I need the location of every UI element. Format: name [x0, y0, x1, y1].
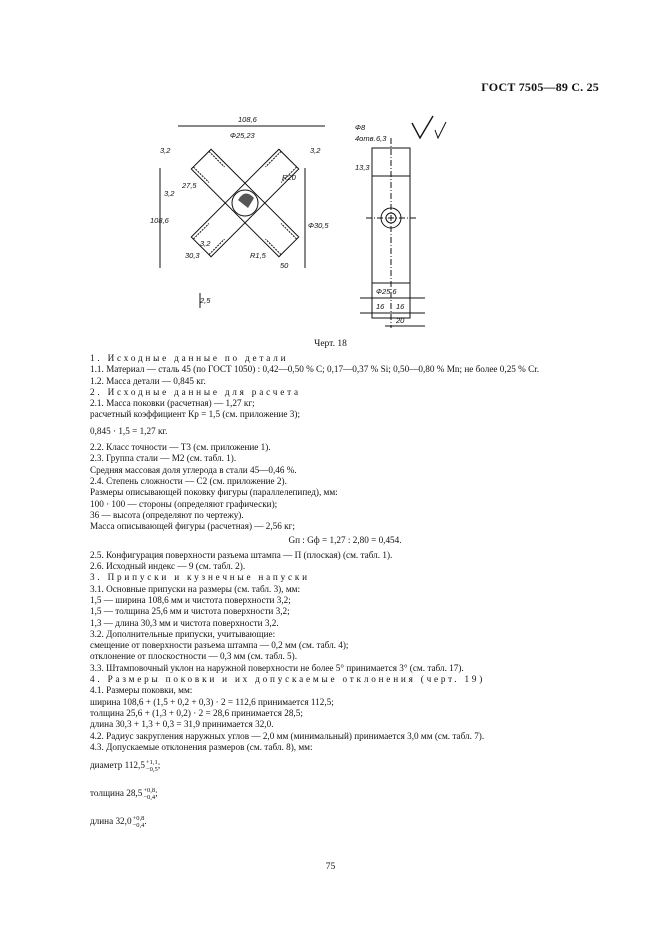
paragraph: Размеры описывающей поковку фигуры (параллелепипед), мм:	[90, 487, 338, 498]
paragraph: 1,5 — толщина 25,6 мм и чистота поверхности 3,2;	[90, 606, 290, 617]
dim-108-side: 108,6	[150, 216, 169, 225]
dim-27-5: 27,5	[182, 181, 197, 190]
paragraph: 2.4. Степень сложности — С2 (см. приложение 2).	[90, 475, 287, 486]
paragraph: 1.1. Материал — сталь 45 (по ГОСТ 1050) : 0,42—0,50 % С; 0,17—0,37 % Si; 0,50—0,80 % Mn; не более 0,25 % Cr.	[90, 364, 540, 375]
paragraph: 1,5 — ширина 108,6 мм и чистота поверхности 3,2;	[90, 594, 291, 605]
paragraph: 2.1. Масса поковки (расчетная) — 1,27 кг;	[90, 398, 255, 409]
paragraph: 3.2. Дополнительные припуски, учитывающие:	[90, 628, 276, 639]
paragraph: ширина 108,6 + (1,5 + 0,2 + 0,3) · 2 = 112,6 принимается 112,5;	[90, 696, 334, 707]
dim-13-3: 13,3	[355, 163, 370, 172]
paragraph: смещение от поверхности разъема штампа — 0,2 мм (см. табл. 4);	[90, 640, 349, 651]
dim-50: 50	[280, 261, 289, 270]
dim-3-2-c: 3,2	[164, 189, 175, 198]
dim-phi25-6: Ф25,6	[376, 287, 397, 296]
dim-phi25: Ф25,23	[230, 131, 255, 140]
paragraph: 36 — высота (определяют по чертежу).	[90, 509, 244, 520]
section-heading: 3. Припуски и кузнечные напуски	[90, 572, 310, 583]
dim-phi8: Ф8	[355, 123, 366, 132]
dim-6-3: 6,3	[376, 134, 387, 143]
dim-3-2-a: 3,2	[160, 146, 171, 155]
dim-16-b: 16	[396, 302, 405, 311]
dim-16-a: 16	[376, 302, 385, 311]
paragraph: 2.6. Исходный индекс — 9 (см. табл. 2).	[90, 561, 246, 572]
paragraph: 4.3. Допускаемые отклонения размеров (см. табл. 8), мм:	[90, 741, 313, 752]
page-number: 75	[325, 862, 336, 872]
section-heading: 1. Исходные данные по детали	[90, 353, 289, 363]
paragraph: 4.2. Радиус закругления наружных углов — 2,0 мм (минимальный) принимается 3,0 мм (см. табл. 7).	[90, 730, 485, 741]
paragraph: 1.2. Масса детали — 0,845 кг.	[90, 375, 206, 386]
paragraph: 2.2. Класс точности — Т3 (см. приложение 1).	[90, 442, 271, 453]
dim-3-2-b: 3,2	[310, 146, 321, 155]
paragraph: 100 · 100 — стороны (определяют графически);	[90, 498, 278, 509]
section-heading: 4. Размеры поковки и их допускаемые отклонения (черт. 19)	[90, 674, 486, 685]
dim-4holes: 4отв.	[355, 134, 376, 143]
paragraph: 0,845 · 1,5 = 1,27 кг.	[90, 425, 168, 436]
document-body	[90, 353, 600, 843]
tolerance-diameter: диаметр 112,5 +1,1 −0,5 ;	[90, 759, 161, 774]
formula: Gп : Gф = 1,27 : 2,80 = 0,454.	[288, 535, 402, 546]
dim-r1-5: R1,5	[250, 251, 266, 260]
section-heading: 2. Исходные данные для расчета	[90, 386, 301, 397]
tolerance-thickness: толщина 28,5 +0,8 −0,4 ;	[90, 787, 158, 802]
paragraph: Масса описывающей фигуры (расчетная) — 2,56 кг;	[90, 521, 295, 532]
paragraph: расчетный коэффициент Кр = 1,5 (см. приложение 3);	[90, 409, 301, 420]
paragraph: 1,3 — длина 30,3 мм и чистота поверхности 3,2.	[90, 617, 279, 628]
page-header: ГОСТ 7505—89 С. 25	[481, 80, 599, 94]
paragraph: толщина 25,6 + (1,3 + 0,2) · 2 = 28,6 принимается 28,5;	[90, 707, 303, 718]
paragraph: 4.1. Размеры поковки, мм:	[90, 685, 193, 696]
paragraph: 3.3. Штамповочный уклон на наружной поверхности не более 5° принимается 3° (см. табл. 17).	[90, 662, 464, 673]
paragraph: 3.1. Основные припуски на размеры (см. табл. 3), мм:	[90, 583, 301, 594]
dim-20: 20	[396, 316, 405, 325]
technical-drawing	[150, 108, 480, 333]
paragraph: 2.5. Конфигурация поверхности разъема штампа — П (плоская) (см. табл. 1).	[90, 549, 393, 560]
paragraph: отклонение от плоскостности — 0,3 мм (см. табл. 5).	[90, 651, 297, 662]
tolerance-length: длина 32,0 +0,8 −0,4 .	[90, 815, 147, 830]
dim-30-3: 30,3	[185, 251, 200, 260]
paragraph: Средняя массовая доля углерода в стали 45—0,46 %.	[90, 464, 297, 475]
dim-phi30: Ф30,5	[308, 221, 329, 230]
paragraph: длина 30,3 + 1,3 + 0,3 = 31,9 принимается 32,0.	[90, 719, 274, 730]
dim-r20: R20	[282, 173, 296, 182]
figure-caption: Черт. 18	[314, 339, 347, 349]
dim-108-top: 108,6	[238, 115, 257, 124]
paragraph: 2.3. Группа стали — М2 (см. табл. 1).	[90, 453, 237, 464]
dim-3-2-d: 3,2	[200, 239, 211, 248]
dim-2-5: 2,5	[200, 296, 211, 305]
